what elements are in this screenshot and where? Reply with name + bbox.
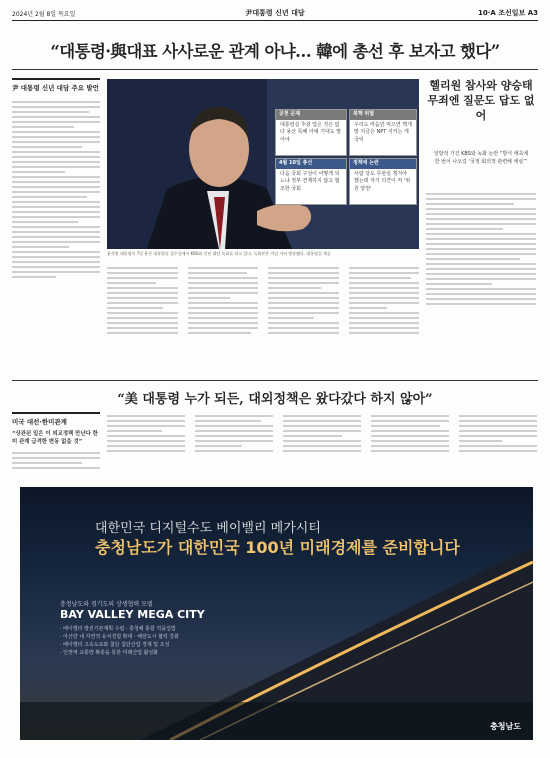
president-photo (107, 79, 419, 249)
middle-article-body (107, 264, 419, 374)
lower-left-head: 미국 대선·한미관계 (12, 412, 100, 426)
ad-bullet: · 인천역 교통망 확충을 통한 미래산업 활성화 (60, 650, 159, 656)
ad-line-2: 충청남도가 대한민국 100년 미래경제를 준비합니다 (95, 538, 460, 557)
left-column-body (12, 98, 100, 388)
info-box-4-title: 정책에 논란 (350, 159, 416, 169)
ad-bullets (60, 625, 220, 657)
ad-small: 충청남도와 경기도의 상생협력 모델 (60, 601, 153, 608)
ad-brand: BAY VALLEY MEGA CITY (60, 608, 205, 621)
right-column-body (426, 190, 536, 372)
section-rule (12, 380, 538, 381)
header-page: 10·A 조선일보 A3 (477, 9, 538, 17)
info-box-3-title: 4월 10일 총선 (276, 159, 346, 169)
info-box-1 (275, 109, 347, 156)
header-section: 尹대통령 신년 대담 (245, 9, 305, 17)
info-box-3 (275, 158, 347, 205)
info-box-4-text: 사람 당도 무관심 챙겨야 했는데 자기 의견이 저 '위원 양천' (354, 170, 411, 192)
lower-left-body (12, 449, 100, 485)
header-date: 2024년 2월 8일 목요일 (12, 11, 76, 18)
advertisement (20, 487, 533, 740)
right-column-title: 헬리원 참사와 양승태 무죄엔 질문도 답도 없어 (427, 79, 535, 122)
left-column (12, 78, 100, 388)
info-box-1-title: 공천 문제 (276, 110, 346, 120)
info-box-4 (349, 158, 417, 205)
headline-rule (12, 69, 538, 70)
ad-bullet: · 베이밸리 발전기본계획 수립 · 충청해 통합 적을입법 (60, 626, 176, 632)
ad-bullet: · 아산만 내 자연적 유치경험 확대 · 해양도시 협력 강화 (60, 634, 179, 640)
lower-left-column (12, 412, 100, 485)
photo-caption: 윤석열 대통령이 7일 용산 대통령실 집무실에서 KBS와 신년 대담 녹화를 하고 있다. 녹화본은 이날 저녁 방송됐다. 대통령실 제공 (107, 251, 331, 256)
info-box-2-text: 우리도 마음만 먹으면 핵개발 지금은 NPT 지키는 게 국익 (354, 121, 412, 143)
info-box-2 (349, 109, 417, 156)
lower-left-quote: “상관된 일은 이 외교정책 만난다 한미 관계 급격한 변동 없을 것” (12, 431, 98, 445)
left-column-head: 尹 대통령 신년 대담 주요 발언 (12, 78, 100, 92)
ad-logo: 충청남도 (490, 722, 521, 731)
info-box-3-text: 다음 국회 구성이 어떻게 되느냐 정부 견제하지 않고 협조한 국회 (280, 170, 340, 192)
lower-article-body (107, 412, 537, 478)
main-headline: “대통령·與대표 사사로운 관계 아냐… 韓에 총선 후 보자고 했다” (50, 42, 500, 61)
right-column-desc: 일방적 가진 KBS와 녹화 논란 “방식 애초에 한 번이 나오길 ‘국정 회의적 관련해 세심’” (433, 151, 529, 165)
sub-headline: “美 대통령 누가 되든, 대외정책은 왔다갔다 하지 않아” (117, 392, 433, 407)
ad-bullet: · 베이밸리 고속도로와 첨단 첨단산업 경제 및 조성 (60, 642, 170, 648)
page-header (12, 6, 538, 21)
info-box-2-title: 북핵 위협 (350, 110, 416, 120)
info-box-1-text: 대통령실 후광 업은 것은 없다 용산 특혜 아예 기대도 말아야 (280, 121, 342, 143)
ad-line-1: 대한민국 디지털수도 베이밸리 메가시티 (95, 521, 321, 536)
